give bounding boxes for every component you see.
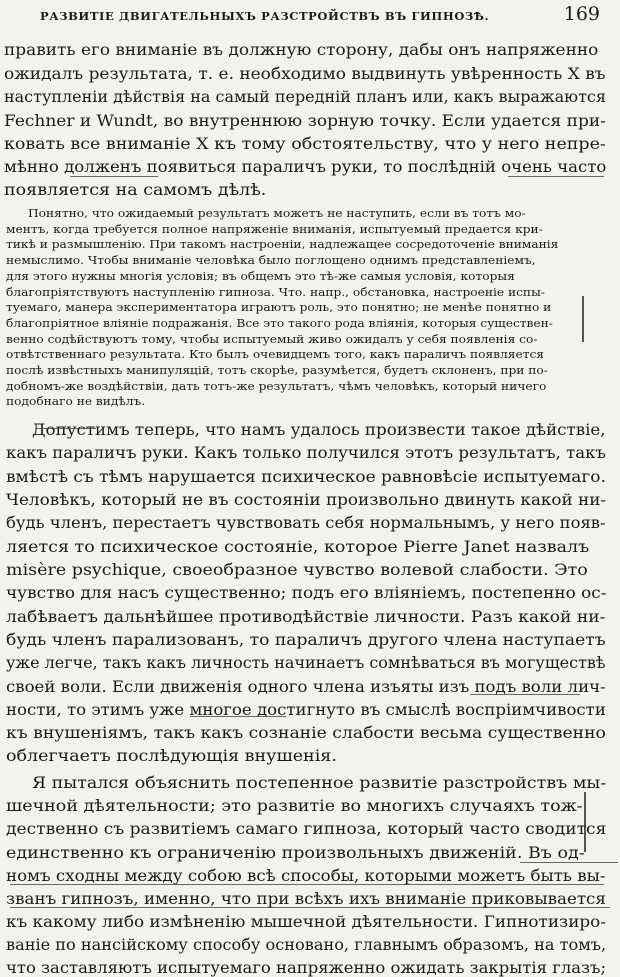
footnote-line: тикѣ и размышленію. При такомъ настроеніи, надлежащее сосредоточеніе вниманія <box>6 238 559 251</box>
text-line: званъ гипнозъ, именно, что при всѣхъ ихъ вниманіе приковывается <box>6 889 606 908</box>
pencil-underline <box>508 176 604 177</box>
footnote-line: для этого нужны многія условія; въ общемъ это тѣ-же самыя условія, которыя <box>6 270 515 283</box>
text-line: misère psychique, своеобразное чувство волевой слабости. Это <box>6 560 588 579</box>
margin-mark <box>584 792 586 852</box>
text-line: къ внушеніямъ, такъ какъ сознаніе слабости весьма существенно <box>6 723 606 742</box>
text-line: будь членъ, перестаетъ чувствовать себя нормальнымъ, у него появ- <box>6 513 606 532</box>
text-line: наступленіи дѣйствія на самый передній планъ или, какъ выражаются <box>4 87 606 106</box>
text-line: дественно съ развитіемъ самаго гипноза, который часто сводится <box>6 819 607 838</box>
footnote-line: туемаго, манера экспериментатора играютъ роль, это понятно; не менѣе понятно и <box>6 301 552 314</box>
text-line: Допустимъ теперь, что намъ удалось произвести такое дѣйствіе, <box>32 420 606 439</box>
footnote-line: послѣ извѣстныхъ манипуляцій, тотъ скорѣе, разумѣется, будетъ склоненъ, при по- <box>6 364 548 377</box>
text-line: вмѣстѣ съ тѣмъ нарушается психическое равновѣсіе испытуемаго. <box>6 467 606 486</box>
text-line: Человѣкъ, который не въ состояніи произвольно двинуть какой ни- <box>6 490 607 509</box>
text-line: ности, то этимъ уже многое достигнуто въ смыслѣ воспріимчивости <box>6 700 606 719</box>
text-line: уже легче, такъ какъ личность начинаетъ сомнѣваться въ могуществѣ <box>6 653 606 672</box>
margin-mark <box>582 296 584 342</box>
pencil-underline <box>70 176 158 177</box>
footnote-line: благопріятствуютъ наступленію гипноза. Что. напр., обстановка, настроеніе испы- <box>6 286 545 299</box>
footnote-line: венно содѣйствуютъ тому, чтобы испытуемый живо ожидалъ у себя появленія со- <box>6 333 538 346</box>
text-line: ожидалъ результата, т. е. необходимо выдвинуть увѣренность X въ <box>4 64 606 83</box>
footnote-line: ментъ, когда требуется полное напряженіе вниманія, испытуемый предается кри- <box>6 223 543 236</box>
pencil-underline <box>470 694 580 695</box>
text-line: что заставляютъ испытуемаго напряженно ожидать закрытія глазъ; <box>6 958 607 977</box>
pencil-underline <box>10 907 610 908</box>
text-line: шечной дѣятельности; это развитіе во многихъ случаяхъ тож- <box>6 796 583 815</box>
footnote-line: отвѣтственнаго результата. Кто былъ очевидцемъ того, какъ параличъ появляется <box>6 348 544 361</box>
text-line: править его вниманіе въ должную сторону, дабы онъ напряженно <box>4 40 599 59</box>
running-header <box>40 4 600 28</box>
text-line: лабѣваетъ дальнѣйшее противодѣйствіе личности. Разъ какой ни- <box>6 607 606 626</box>
footnote-line: немыслимо. Чтобы вниманіе человѣка было поглощено однимъ представленіемъ, <box>6 254 536 267</box>
page-number: 169 <box>563 3 600 25</box>
footnote-line: благопріятное вліяніе подражанія. Все это такого рода вліянія, которыя существен- <box>6 317 553 330</box>
text-line: ковать все вниманіе X къ тому обстоятельству, что у него непре- <box>4 134 606 153</box>
footnote-line: подобнаго не видѣлъ. <box>6 395 146 408</box>
text-line: появляется на самомъ дѣлѣ. <box>4 180 267 199</box>
footnote-line: добномъ-же воздѣйствіи, дать тотъ-же результатъ, чѣмъ человѣкъ, который ничего <box>6 380 547 393</box>
text-line: ляется то психическое состояніе, которое Pierre Janet назвалъ <box>6 537 590 556</box>
text-line: будь членъ парализованъ, то параличъ другого члена наступаетъ <box>6 630 606 649</box>
pencil-underline <box>190 716 286 717</box>
running-title: РАЗВИТІЕ ДВИГАТЕЛЬНЫХЪ РАЗСТРОЙСТВЪ ВЪ ГИПНОЗѢ. <box>40 9 490 23</box>
pencil-underline <box>520 862 618 863</box>
text-line: къ какому либо измѣненію мышечной дѣятельности. Гипнотизиро- <box>6 912 606 931</box>
text-line: облегчаетъ послѣдующія внушенія. <box>6 746 337 765</box>
text-line: какъ параличъ руки. Какъ только получился этотъ результатъ, такъ <box>6 443 606 462</box>
footnote-line: Понятно, что ожидаемый результатъ можетъ не наступить, если въ тотъ мо- <box>28 207 526 220</box>
text-line: своей воли. Если движенія одного члена изъяты изъ подъ воли лич- <box>6 677 606 696</box>
text-line: мѣнно долженъ появиться параличъ руки, то послѣдній очень часто <box>4 157 607 176</box>
pencil-underline <box>10 884 604 885</box>
text-line: единственно къ ограниченію произвольныхъ движеній. Въ од- <box>6 843 585 862</box>
text-line: Fechner и Wundt, во внутреннюю зорную точку. Если удается при- <box>4 111 606 130</box>
text-line: чувство для насъ существенно; подъ его вліяніемъ, постепенно ос- <box>6 583 607 602</box>
text-line: номъ сходны между собою всѣ способы, которыми можетъ быть вы- <box>6 866 606 885</box>
text-line: Я пытался объяснить постепенное развитіе разстройствъ мы- <box>32 773 607 792</box>
text-line: ваніе по нансійскому способу основано, главнымъ образомъ, на томъ, <box>6 935 607 954</box>
pencil-strike <box>36 428 96 429</box>
